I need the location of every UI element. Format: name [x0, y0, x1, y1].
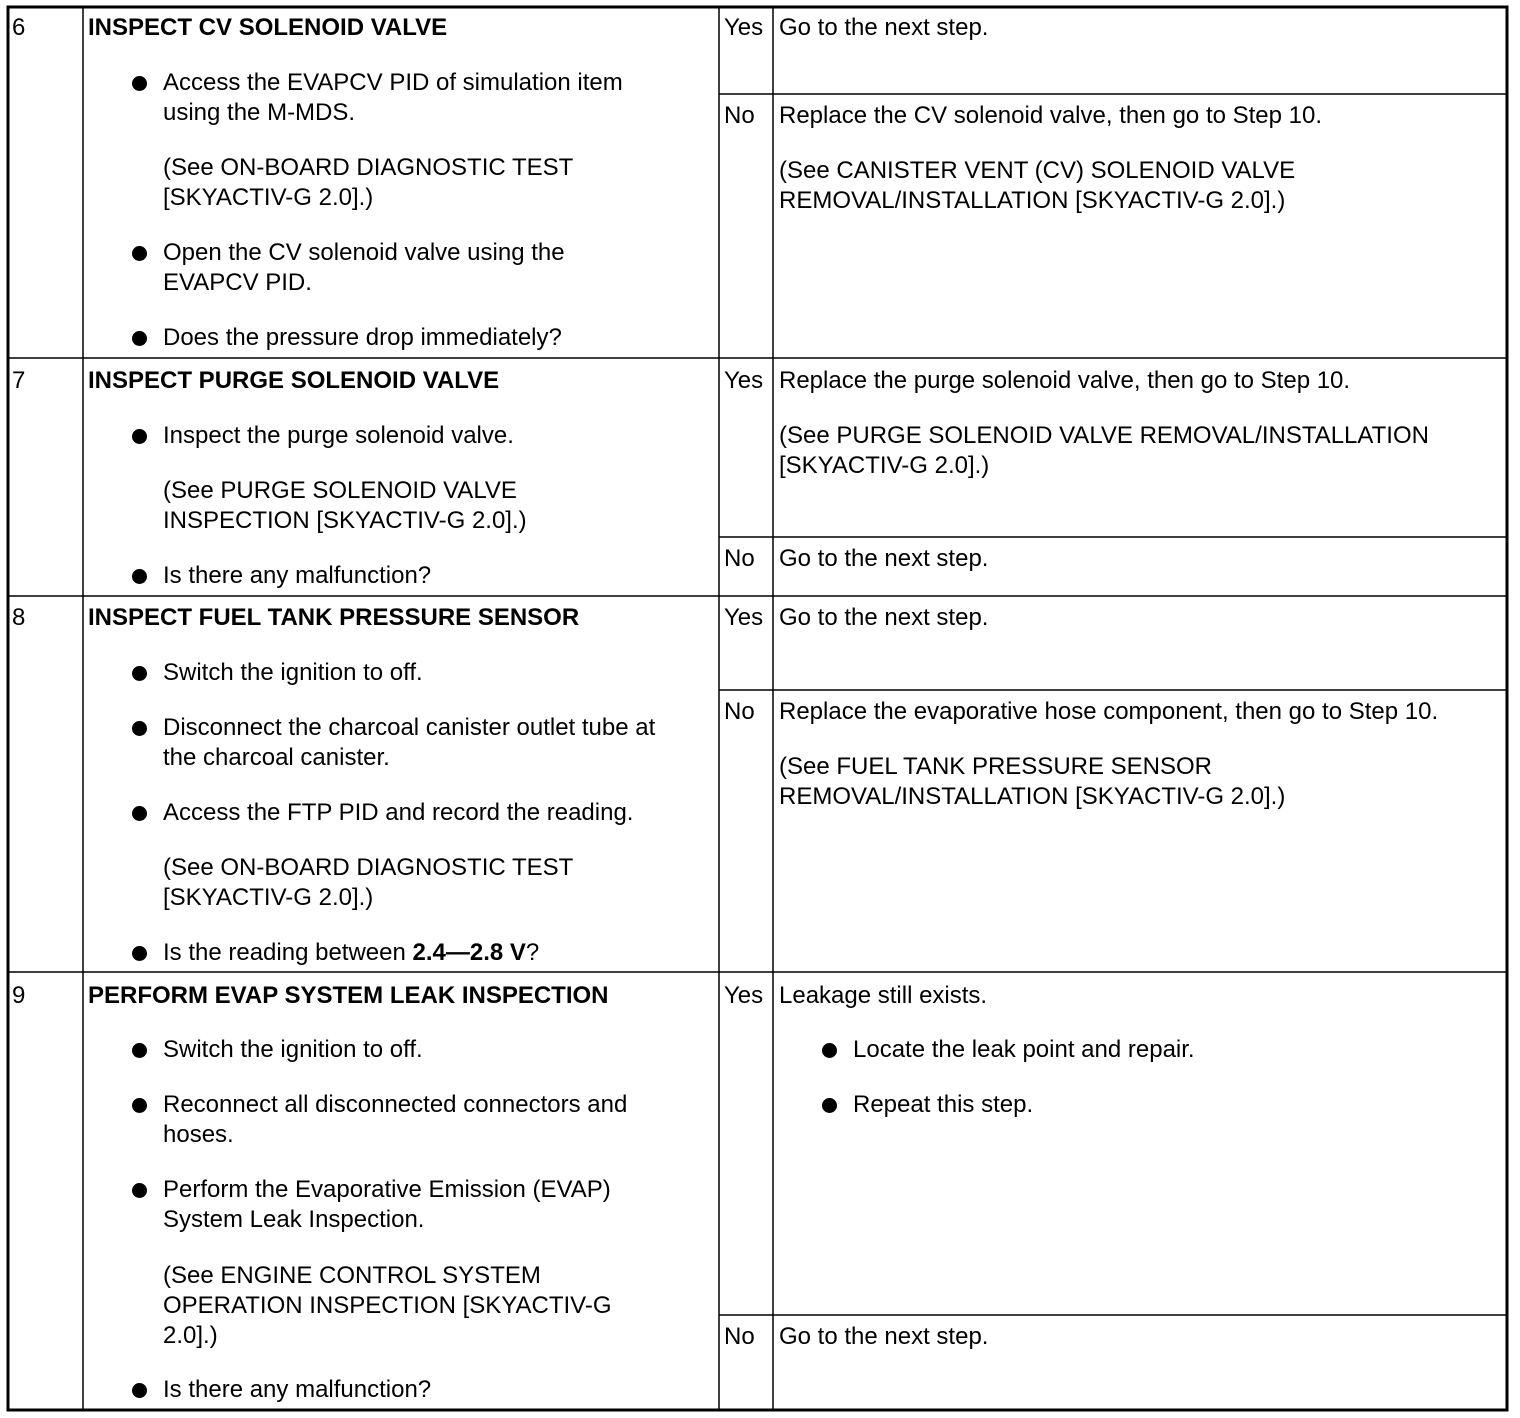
reference-note: (See FUEL TANK PRESSURE SENSOR	[779, 753, 1213, 780]
bullet-icon	[132, 569, 147, 584]
step-instruction: hoses.	[163, 1121, 234, 1148]
reference-note: (See ON-BOARD DIAGNOSTIC TEST	[163, 154, 574, 181]
bullet-icon	[132, 1098, 147, 1113]
step-number: 9	[12, 982, 26, 1009]
no-result: Go to the next step.	[779, 1323, 989, 1350]
question-mark: ?	[525, 939, 540, 966]
no-label: No	[724, 1323, 755, 1350]
bullet-icon	[132, 721, 147, 736]
bullet-icon	[132, 1043, 147, 1058]
step-instruction: Switch the ignition to off.	[163, 659, 423, 686]
step-instruction: Inspect the purge solenoid valve.	[163, 422, 514, 449]
reference-note: (See PURGE SOLENOID VALVE	[163, 477, 517, 504]
reference-note: [SKYACTIV-G 2.0].)	[163, 884, 374, 911]
step-question	[163, 938, 539, 968]
step-instruction: Access the FTP PID and record the reading.	[163, 799, 634, 826]
step-instruction: Switch the ignition to off.	[163, 1036, 423, 1063]
yes-label: Yes	[724, 982, 764, 1009]
no-label: No	[724, 545, 755, 572]
result-instruction: Locate the leak point and repair.	[853, 1036, 1195, 1063]
reference-note: (See ON-BOARD DIAGNOSTIC TEST	[163, 854, 574, 881]
bullet-icon	[132, 246, 147, 261]
step-instruction: EVAPCV PID.	[163, 269, 312, 296]
yes-result: Leakage still exists.	[779, 982, 988, 1009]
step-instruction: Reconnect all disconnected connectors and	[163, 1091, 628, 1118]
reference-note: (See CANISTER VENT (CV) SOLENOID VALVE	[779, 157, 1296, 184]
step-number: 6	[12, 14, 26, 41]
bullet-icon	[132, 76, 147, 91]
yes-label: Yes	[724, 14, 764, 41]
no-label: No	[724, 102, 755, 129]
step-title: INSPECT CV SOLENOID VALVE	[88, 14, 448, 41]
reference-note: REMOVAL/INSTALLATION [SKYACTIV-G 2.0].)	[779, 187, 1286, 214]
no-result: Replace the evaporative hose component, then go to Step 10.	[779, 698, 1439, 725]
bullet-icon	[132, 666, 147, 681]
reference-note: REMOVAL/INSTALLATION [SKYACTIV-G 2.0].)	[779, 783, 1286, 810]
bullet-icon	[822, 1098, 837, 1113]
yes-result: Replace the purge solenoid valve, then go to Step 10.	[779, 367, 1351, 394]
bullet-icon	[132, 1383, 147, 1398]
reference-note: [SKYACTIV-G 2.0].)	[163, 184, 374, 211]
yes-label: Yes	[724, 604, 764, 631]
step-instruction: using the M-MDS.	[163, 99, 356, 126]
bullet-icon	[132, 429, 147, 444]
step-question: Does the pressure drop immediately?	[163, 324, 562, 351]
step-instruction: Disconnect the charcoal canister outlet tube at	[163, 714, 656, 741]
result-instruction: Repeat this step.	[853, 1091, 1034, 1118]
spec-value: 2.4—2.8 V	[412, 939, 526, 966]
step-instruction: Perform the Evaporative Emission (EVAP)	[163, 1176, 611, 1203]
step-instruction: System Leak Inspection.	[163, 1206, 425, 1233]
bullet-icon	[132, 1183, 147, 1198]
yes-result: Go to the next step.	[779, 604, 989, 631]
question-text: Is the reading between	[163, 939, 413, 966]
step-number: 7	[12, 367, 26, 394]
reference-note: OPERATION INSPECTION [SKYACTIV-G	[163, 1292, 612, 1319]
step-instruction: Open the CV solenoid valve using the	[163, 239, 565, 266]
step-title: INSPECT PURGE SOLENOID VALVE	[88, 367, 500, 394]
reference-note: 2.0].)	[163, 1322, 218, 1349]
bullet-icon	[132, 946, 147, 961]
yes-result: Go to the next step.	[779, 14, 989, 41]
step-number: 8	[12, 604, 26, 631]
no-label: No	[724, 698, 755, 725]
bullet-icon	[822, 1043, 837, 1058]
bullet-icon	[132, 331, 147, 346]
step-instruction: the charcoal canister.	[163, 744, 390, 771]
reference-note: (See PURGE SOLENOID VALVE REMOVAL/INSTALLATION	[779, 422, 1429, 449]
step-instruction: Access the EVAPCV PID of simulation item	[163, 69, 623, 96]
step-title: PERFORM EVAP SYSTEM LEAK INSPECTION	[88, 982, 609, 1009]
no-result: Go to the next step.	[779, 545, 989, 572]
reference-note: [SKYACTIV-G 2.0].)	[779, 452, 990, 479]
reference-note: (See ENGINE CONTROL SYSTEM	[163, 1262, 541, 1289]
step-question: Is there any malfunction?	[163, 562, 432, 589]
reference-note: INSPECTION [SKYACTIV-G 2.0].)	[163, 507, 527, 534]
no-result: Replace the CV solenoid valve, then go to Step 10.	[779, 102, 1323, 129]
step-question: Is there any malfunction?	[163, 1376, 432, 1403]
yes-label: Yes	[724, 367, 764, 394]
bullet-icon	[132, 806, 147, 821]
step-title: INSPECT FUEL TANK PRESSURE SENSOR	[88, 604, 580, 631]
